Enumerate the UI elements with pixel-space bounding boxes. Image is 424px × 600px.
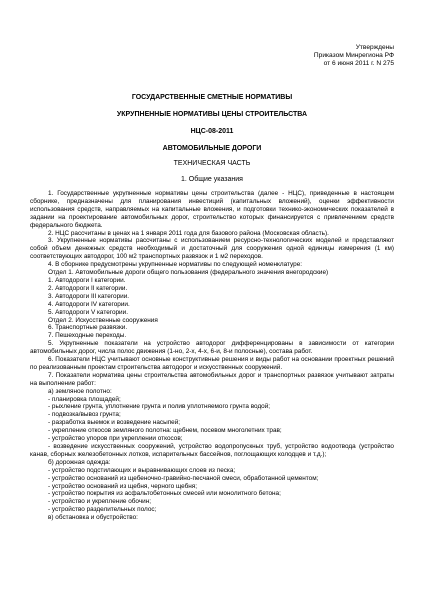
works-group-c: в) обстановка и обустройство:	[48, 514, 138, 522]
approval-block	[314, 44, 394, 69]
list-item: - устройство упоров при укреплении откосов;	[48, 435, 183, 443]
paragraph-1: 1. Государственные укрупненные нормативы цены строительства (далее - НЦС), приведенные в настоящем сборнике, предназначены для планирования инвестиций (капитальных вложений), оценки эффективности использования средств, направляемых на капитальные вложения, и подготовки технико-экономических показателей в задании на проектирование автомобильных дорог, строительство которых финансируется с привлечением средств федерального бюджета.	[30, 190, 394, 229]
nomenclature-dept-1: Отдел 1. Автомобильные дороги общего пользования (федерального значения внегородские)	[48, 269, 329, 277]
title-subject: АВТОМОБИЛЬНЫЕ ДОРОГИ	[162, 145, 262, 152]
works-group-b: б) дорожная одежда:	[48, 458, 111, 466]
part-title: ТЕХНИЧЕСКАЯ ЧАСТЬ	[173, 160, 251, 167]
approval-line: от 6 июня 2011 г. N 275	[323, 60, 394, 68]
works-group-a: а) земляное полотно:	[48, 387, 112, 395]
list-item: - устройство покрытия из асфальтобетонных смесей или монолитного бетона;	[48, 490, 281, 498]
list-item: 5. Автодороги V категории.	[48, 308, 128, 316]
list-item: - возведение искусственных сооружений, устройство водопропускных труб, устройство водоотвода (устройство канав, сборных железобетонных лотков, испарительных бассейнов, поглощающих колодцев и т.д.);	[30, 443, 394, 458]
list-item: - устройство разделительных полос;	[48, 506, 157, 514]
list-item: 1. Автодороги I категории.	[48, 276, 126, 284]
paragraph-3: 3. Укрупненные нормативы рассчитаны с использованием ресурсно-технологических моделей и представляют собой объем денежных средств необходимый и достаточный для сооружения одной единицы измерения (1 км) соответствующих автодорог, 100 м2 транспортных развязок и 1 м2 переходов.	[30, 237, 394, 261]
list-item: - подвозка/вывоз грунта;	[48, 411, 121, 419]
list-item: - планировка площадей;	[48, 395, 121, 403]
approval-line: Утверждены	[355, 44, 394, 51]
list-item: - устройство подстилающих и выравнивающих слоев из песка;	[48, 466, 236, 474]
paragraph-4: 4. В сборнике предусмотрены укрупненные нормативы по следующей номенклатуре:	[48, 261, 303, 269]
nomenclature-dept-2: Отдел 2. Искусственные сооружения	[48, 316, 158, 324]
paragraph-6: 6. Показатели НЦС учитывают основные конструктивные решения и виды работ на основании проектных решений по реализованным проектам строительства автодорог и искусственных сооружений.	[30, 356, 394, 371]
list-item: 6. Транспортные развязки.	[48, 324, 128, 332]
list-item: - устройство оснований из щебня, черного щебня;	[48, 482, 198, 490]
list-item: - устройство и укрепление обочин;	[48, 498, 152, 506]
list-item: 2. Автодороги II категории.	[48, 284, 128, 292]
paragraph-2: 2. НЦС рассчитаны в ценах на 1 января 2011 года для базового района (Московская область).	[48, 229, 329, 237]
list-item: - разработка выемок и возведение насыпей;	[48, 419, 181, 427]
list-item: 3. Автодороги III категории.	[48, 292, 130, 300]
title-2: УКРУПНЕННЫЕ НОРМАТИВЫ ЦЕНЫ СТРОИТЕЛЬСТВА	[116, 111, 308, 118]
list-item: - укрепление откосов земляного полотна: щебнем, посевом многолетних трав;	[48, 427, 282, 435]
list-item: - рыхление грунта, уплотнение грунта и полив уплотняемого грунта водой;	[48, 403, 271, 411]
list-item: 4. Автодороги IV категории.	[48, 300, 130, 308]
paragraph-5: 5. Укрупненные показатели на устройство автодорог дифференцированы в зависимости от категории автомобильных дорог, числа полос движения (1-но, 2-х, 4-х, 6-и, 8-и полосные), состава работ.	[30, 340, 394, 356]
section-title: 1. Общие указания	[181, 176, 243, 183]
list-item: - устройство оснований из щебеночно-гравийно-песчаной смеси, обработанной цементом;	[48, 474, 319, 482]
title-1: ГОСУДАРСТВЕННЫЕ СМЕТНЫЕ НОРМАТИВЫ	[131, 94, 293, 101]
list-item: 7. Пешеходные переходы.	[48, 332, 127, 340]
approval-line: Приказом Минрегиона РФ	[313, 52, 394, 60]
paragraph-7: 7. Показатели норматива цены строительства автомобильных дорог и транспортных развязок учитывают затраты на выполнение работ:	[30, 371, 394, 387]
title-code: НЦС-08-2011	[190, 128, 234, 135]
